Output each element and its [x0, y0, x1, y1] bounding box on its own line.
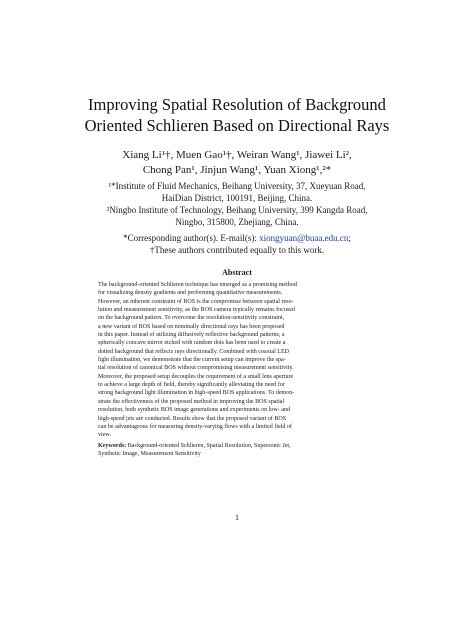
affiliation-line-2: HaiDian District, 100191, Beijing, China.	[161, 193, 313, 203]
abstract-line: light illumination, we demonstrate that the current setup can improve the spa-	[98, 357, 286, 364]
equal-contribution-note: †These authors contributed equally to this work.	[149, 245, 325, 255]
abstract-line: view.	[98, 432, 111, 439]
keywords-text-1: Background-oriented Schlieren, Spatial Resolution, Supersonic Jet,	[126, 443, 291, 449]
page-number: 1	[235, 513, 239, 522]
author-line-1: Xiang Li¹†, Muen Gao¹†, Weiran Wang¹, Jiawei Li²,	[122, 149, 352, 161]
abstract-line: spherically concave mirror etched with random dots has been used to create a	[98, 340, 286, 347]
title-line-1: Improving Spatial Resolution of Background	[88, 95, 386, 114]
keywords-block	[98, 442, 376, 459]
abstract-line: on the background pattern. To overcome the resolution-sensitivity constraint,	[98, 315, 285, 322]
corresponding-author-line	[60, 232, 414, 244]
abstract-line: can be advantageous for measuring density-varying flows with a limited field of	[98, 423, 292, 430]
abstract-line: high-speed jets are conducted. Results show that the proposed variant of BOS	[98, 415, 287, 422]
keywords-line-1	[98, 442, 376, 450]
abstract-heading: Abstract	[222, 268, 252, 277]
title-line-2: Oriented Schlieren Based on Directional Rays	[84, 116, 390, 135]
author-list	[60, 148, 414, 178]
affiliation-line-1: ¹*Institute of Fluid Mechanics, Beihang University, 37, Xueyuan Road,	[108, 181, 366, 191]
abstract-line: for visualizing density gradients and performing quantitative measurements.	[98, 290, 283, 297]
corresponding-email-link[interactable]: xiongyuan@buaa.edu.cn	[259, 233, 349, 243]
abstract-line: to achieve a large depth of field, thereby significantly alleviating the need for	[98, 382, 285, 389]
abstract-line: dotted background that reflects rays directionally. Combined with coaxial LED	[98, 348, 290, 355]
abstract-line: in this paper. Instead of utilizing diffusively reflective background patterns, a	[98, 332, 285, 339]
affiliation-line-3: ²Ningbo Institute of Technology, Beihang University, 399 Kangda Road,	[106, 205, 368, 215]
abstract-line: strong background light illumination in high-speed BOS applications. To demon-	[98, 390, 295, 397]
abstract-line: strate the effectiveness of the proposed method in improving the BOS spatial	[98, 398, 285, 405]
abstract-line: The background-oriented Schlieren technique has emerged as a promising method	[98, 282, 297, 288]
abstract-body	[98, 281, 376, 440]
contact-info	[60, 232, 414, 256]
paper-title	[60, 94, 414, 136]
abstract-line: a new variant of BOS based on nominally directional rays has been proposed	[98, 323, 285, 330]
keywords-line-2: Synthetic Image, Measurement Sensitivity	[98, 451, 201, 458]
abstract-line: tial resolution of canonical BOS without compromising measurement sensitivity.	[98, 365, 294, 372]
corresponding-suffix: ;	[348, 233, 351, 243]
abstract-line: However, an inherent constraint of BOS is the compromise between spatial reso-	[98, 298, 294, 305]
author-line-2: Chong Pan¹, Jinjun Wang¹, Yuan Xiong¹,²*	[142, 164, 332, 176]
affiliation-line-4: Ningbo, 315800, Zhejiang, China.	[175, 217, 299, 227]
affiliations	[60, 180, 414, 228]
abstract-line: resolution, both synthetic BOS image generations and experiments on low- and	[98, 407, 290, 414]
corresponding-prefix: *Corresponding author(s). E-mail(s):	[123, 233, 260, 243]
abstract-line: lution and measurement sensitivity, as the BOS camera typically remains focused	[98, 307, 295, 314]
abstract-line: Moreover, the proposed setup decouples the requirement of a small lens aperture	[98, 373, 294, 380]
keywords-label: Keywords:	[98, 443, 127, 449]
